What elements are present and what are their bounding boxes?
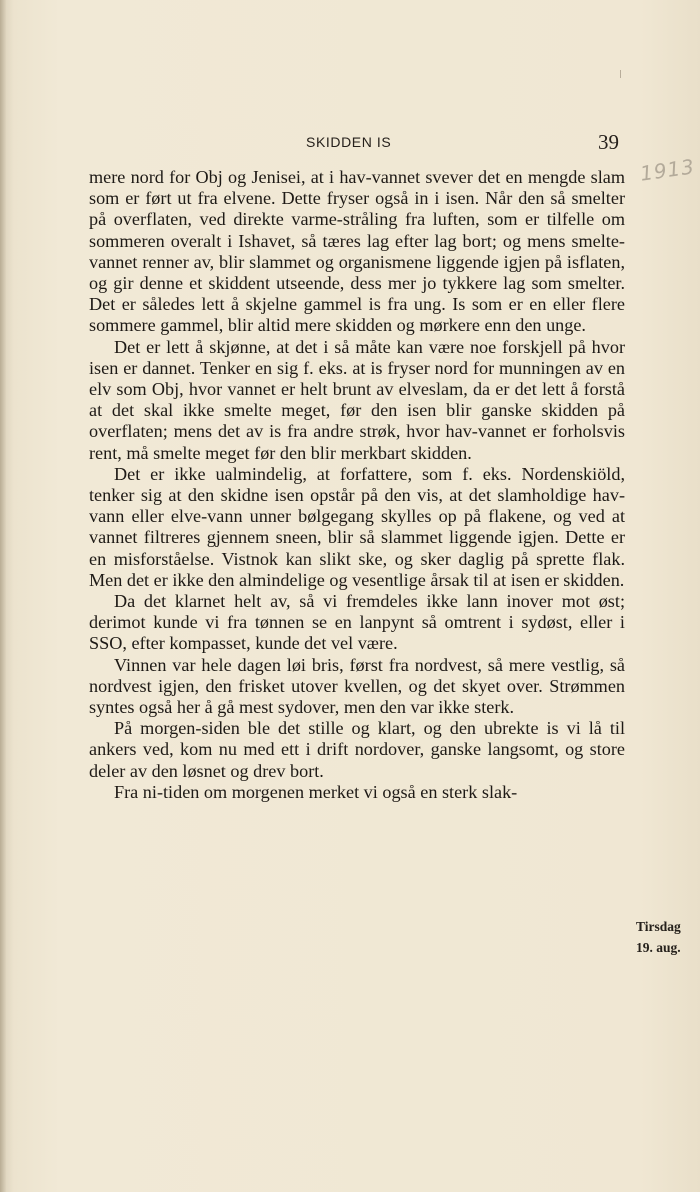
paragraph: Det er lett å skjønne, at det i så måte kan være noe forskjell på hvor isen er dannet. Tenker en sig f. eks. at is fryser nord for munningen av en elv som Obj, hvor vannet er helt brunt av elveslam, da er det lett å forstå at det skal ikke smelte meget, før den isen blir ganske skidden på overflaten; mens det av is fra andre strøk, hvor hav-vannet er forholsvis rent, må smelte meget før den blir merkbart skidden. <box>89 336 625 463</box>
page-header <box>0 128 700 158</box>
paragraph: mere nord for Obj og Jenisei, at i hav-vannet svever det en mengde slam som er ført ut fra elvene. Dette fryser også in i isen. Når den så smelter på overflaten, ved direkte varme-stråling fra luften, som er tilfelle om sommeren overalt i Ishavet, så tæres lag efter lag bort; og mens smelte-vannet renner av, blir slammet og organismene liggende igjen på isflaten, og gir denne et skiddent utseende, dess mer jo tykkere lag som smelter. Det er således lett å skjelne gammel is fra ung. Is som er en eller flere sommere gammel, blir altid mere skidden og mørkere enn den unge. <box>89 167 625 336</box>
paragraph: Fra ni-tiden om morgenen merket vi også en sterk slak- <box>114 781 518 802</box>
page-spine-shadow <box>0 0 6 1192</box>
running-head: SKIDDEN IS <box>306 134 392 150</box>
paragraph: Vinnen var hele dagen løi bris, først fra nordvest, så mere vestlig, så nordvest igjen, den frisket utover kvellen, og det skyet over. Strømmen syntes også her å gå mest sydover, men den var ikke sterk. <box>89 654 625 718</box>
paragraph: Da det klarnet helt av, så vi fremdeles ikke lann inover mot øst; derimot kunde vi fra tønnen se en lanpynt så omtrent i sydøst, eller i SSO, efter kompasset, kunde det vel være. <box>89 591 625 654</box>
main-text <box>89 167 625 803</box>
paragraph: Det er ikke ualmindelig, at forfattere, som f. eks. Nordenskiöld, tenker sig at den skidne isen opstår på den vis, at det slamholdige hav-vann eller elve-vann unner bølgegang skylles op på flakene, og ved at vannet filtreres gjennem sneen, blir så slammet liggende igjen. Dette er en misforståelse. Vistnok kan slikt ske, og sker daglig på sprette flak. Men det er ikke den almindelige og vesentlige årsak til at isen er skidden. <box>89 463 625 590</box>
margin-date-note <box>636 916 700 958</box>
stray-pencil-mark <box>620 70 621 78</box>
page-number: 39 <box>598 130 619 154</box>
handwritten-year-note: 1913 <box>638 154 697 186</box>
margin-weekday: Tirsdag <box>636 919 681 934</box>
margin-date: 19. aug. <box>636 940 681 956</box>
paragraph: På morgen-siden ble det stille og klart, og den ubrekte is vi lå til ankers ved, kom nu med ett i drift nordover, ganske langsomt, og store deler av den løsnet og drev bort. <box>89 718 625 781</box>
